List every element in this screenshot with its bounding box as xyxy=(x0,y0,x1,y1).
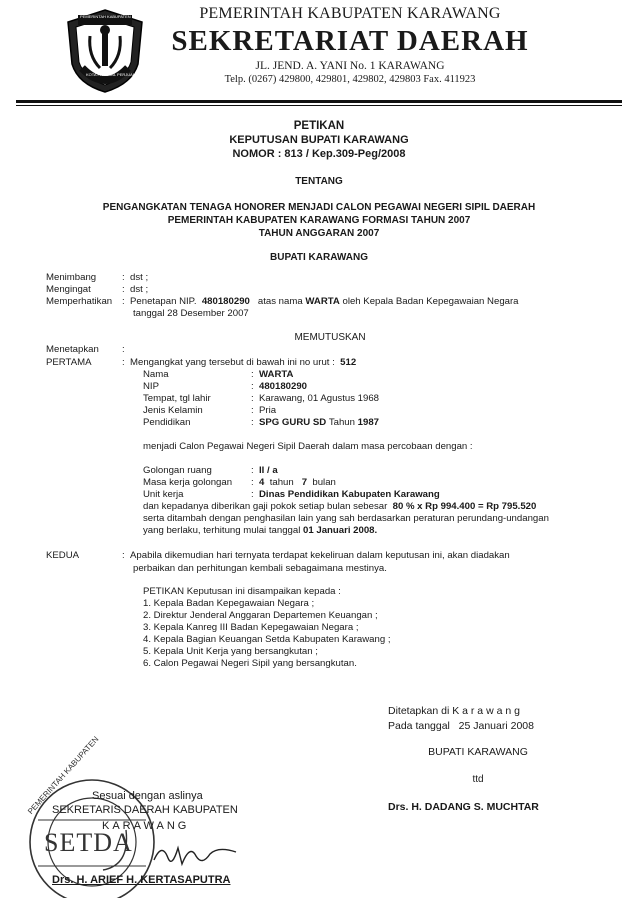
field-value: Pria xyxy=(259,405,277,416)
office-address: JL. JEND. A. YANI No. 1 KARAWANG xyxy=(255,60,445,72)
cpns-text: menjadi Calon Pegawai Negeri Sipil Daerah dalam masa percobaan dengan : xyxy=(143,441,473,452)
petikan-title: PETIKAN xyxy=(293,120,345,132)
unit-kerja-row: Unit kerja : Dinas Pendidikan Kabupaten Karawang xyxy=(143,489,440,500)
memperhatikan-row: Memperhatikan : Penetapan NIP. 480180290 atas nama WARTA oleh Kepala Badan Kepegawaian Negara xyxy=(46,296,519,307)
mengingat-value: dst ; xyxy=(130,284,149,295)
logo-text-top: PEMERINTAH KABUPATEN xyxy=(80,14,131,19)
tentang-label: TENTANG xyxy=(295,176,343,187)
field-label: Nama xyxy=(143,369,169,380)
field-ttl: Tempat, tgl lahir : Karawang, 01 Agustus 1968 xyxy=(143,393,380,404)
office-phone: Telp. (0267) 429800, 429801, 429802, 429803 Fax. 411923 xyxy=(224,74,476,85)
government-name: PEMERINTAH KABUPATEN KARAWANG xyxy=(199,5,501,22)
handwritten-signature xyxy=(150,838,240,872)
signature-name: Drs. H. DADANG S. MUCHTAR xyxy=(388,801,539,813)
distribution-item: 5. Kepala Unit Kerja yang bersangkutan ; xyxy=(143,646,318,657)
unit-kerja-label: Unit kerja xyxy=(143,489,184,500)
masa-kerja-row: Masa kerja golongan : 4 tahun 7 bulan xyxy=(143,477,336,488)
kedua-line-1: Apabila dikemudian hari ternyata terdapat kekeliruan dalam keputusan ini, akan diadakan xyxy=(130,550,510,561)
colon: : xyxy=(122,272,130,283)
regency-logo xyxy=(60,6,150,96)
letterhead-rule-thick xyxy=(16,100,622,103)
memperhatikan-name: WARTA xyxy=(305,296,340,307)
gaji-line-1: dan kepadanya diberikan gaji pokok setiap bulan sebesar 80 % x Rp 994.400 = Rp 795.520 xyxy=(143,501,537,512)
gaji-date: 01 Januari 2008. xyxy=(303,525,378,536)
gaji-line-2: serta ditambah dengan penghasilan lain yang sah berdasarkan peraturan perundang-undangan xyxy=(143,513,549,524)
decree-title: KEPUTUSAN BUPATI KARAWANG xyxy=(229,134,409,146)
signature-title: BUPATI KARAWANG xyxy=(428,746,528,758)
menimbang-value: dst ; xyxy=(130,272,149,283)
stamp-center-text: SETDA xyxy=(44,828,133,857)
distribution-item: 4. Kepala Bagian Keuangan Setda Kabupaten Karawang ; xyxy=(143,634,391,645)
memperhatikan-mid: atas nama xyxy=(257,296,303,307)
field-nip: NIP : 480180290 xyxy=(143,381,308,392)
masa-kerja-label: Masa kerja golongan xyxy=(143,477,233,488)
letterhead-rule-thin xyxy=(16,105,622,106)
gaji-line-3: yang berlaku, terhitung mulai tanggal 01 Januari 2008. xyxy=(143,525,378,536)
field-nama: Nama : WARTA xyxy=(143,369,294,380)
distribution-intro: PETIKAN Keputusan ini disampaikan kepada : xyxy=(143,586,341,597)
distribution-item: 6. Calon Pegawai Negeri Sipil yang bersangkutan. xyxy=(143,658,357,669)
signature-date-row: Pada tanggal 25 Januari 2008 xyxy=(388,720,534,732)
unit-kerja-value: Dinas Pendidikan Kabupaten Karawang xyxy=(259,489,440,500)
education-year: 1987 xyxy=(357,417,379,428)
memutuskan-heading: MEMUTUSKAN xyxy=(294,332,366,343)
memperhatikan-nip: 480180290 xyxy=(201,296,250,307)
distribution-item: 2. Direktur Jenderal Anggaran Departemen Keuangan ; xyxy=(143,610,378,621)
memperhatikan-label: Memperhatikan xyxy=(46,296,113,307)
field-label: Tempat, tgl lahir xyxy=(143,393,211,404)
cert-line-2: SEKRETARIS DAERAH KABUPATEN xyxy=(52,804,238,816)
logo-text-bottom: KOTA PANGKAL PERJUANGAN xyxy=(86,72,145,77)
urut-number: 512 xyxy=(340,357,357,368)
golongan-value: II / a xyxy=(259,465,278,476)
pertama-intro-row: PERTAMA : Mengangkat yang tersebut di bawah ini no urut : 512 xyxy=(46,357,357,368)
menimbang-row xyxy=(46,272,148,284)
subject-line-2: PEMERINTAH KABUPATEN KARAWANG FORMASI TAHUN 2007 xyxy=(167,215,471,226)
office-name: SEKRETARIAT DAERAH xyxy=(171,25,529,57)
subject-line-3: TAHUN ANGGARAN 2007 xyxy=(258,228,380,239)
field-education: Pendidikan : SPG GURU SD Tahun 1987 xyxy=(143,417,379,428)
kedua-row: KEDUA : Apabila dikemudian hari ternyata terdapat kekeliruan dalam keputusan ini, akan diadakan xyxy=(46,550,510,561)
field-gender: Jenis Kelamin : Pria xyxy=(143,405,277,416)
kedua-line-2: perbaikan dan perhitungan kembali sebagaimana mestinya. xyxy=(133,563,387,574)
kedua-label: KEDUA xyxy=(46,550,80,561)
mengingat-row: Mengingat : dst ; xyxy=(46,284,149,295)
regent-heading: BUPATI KARAWANG xyxy=(270,252,368,263)
cert-line-1: Sesuai dengan aslinya xyxy=(92,790,203,802)
pertama-label: PERTAMA xyxy=(46,357,92,368)
education-value: SPG GURU SD xyxy=(259,417,327,428)
field-value: 480180290 xyxy=(259,381,308,392)
golongan-label: Golongan ruang xyxy=(143,465,212,476)
pertama-intro: Mengangkat yang tersebut di bawah ini no urut : xyxy=(130,357,335,368)
field-value: WARTA xyxy=(259,369,294,380)
signature-date: 25 Januari 2008 xyxy=(458,720,534,732)
signature-place: K a r a w a n g xyxy=(452,705,520,717)
field-label: Jenis Kelamin xyxy=(143,405,203,416)
signature-ttd: ttd xyxy=(472,774,484,785)
subject-line-1: PENGANGKATAN TENAGA HONORER MENJADI CALON PEGAWAI NEGERI SIPIL DAERAH xyxy=(102,202,536,213)
cert-line-3: KARAWANG xyxy=(102,820,190,832)
golongan-row: Golongan ruang : II / a xyxy=(143,465,278,476)
distribution-item: 3. Kepala Kanreg III Badan Kepegawaian Negara ; xyxy=(143,622,359,633)
field-label: NIP xyxy=(143,381,159,392)
menetapkan-label: Menetapkan : xyxy=(46,344,125,355)
memperhatikan-pre: Penetapan NIP. xyxy=(130,296,197,307)
decree-number: NOMOR : 813 / Kep.309-Peg/2008 xyxy=(232,148,406,160)
cert-official-name: Drs. H. ARIEF H. KERTASAPUTRA xyxy=(52,874,231,886)
mengingat-label: Mengingat xyxy=(46,284,91,295)
memperhatikan-line2: tanggal 28 Desember 2007 xyxy=(133,308,249,319)
distribution-item: 1. Kepala Badan Kepegawaian Negara ; xyxy=(143,598,315,609)
gaji-calc: 80 % x Rp 994.400 = Rp 795.520 xyxy=(392,501,537,512)
signature-place-row: Ditetapkan di K a r a w a n g xyxy=(388,705,520,717)
memperhatikan-post: oleh Kepala Badan Kepegawaian Negara xyxy=(342,296,519,307)
stamp-ring-text: PEMERINTAH KABUPATEN xyxy=(26,734,101,817)
menimbang-label: Menimbang xyxy=(46,272,97,283)
field-value: Karawang, 01 Agustus 1968 xyxy=(259,393,380,404)
education-year-label: Tahun xyxy=(328,417,355,428)
field-label: Pendidikan xyxy=(143,417,191,428)
letterhead xyxy=(0,0,638,110)
